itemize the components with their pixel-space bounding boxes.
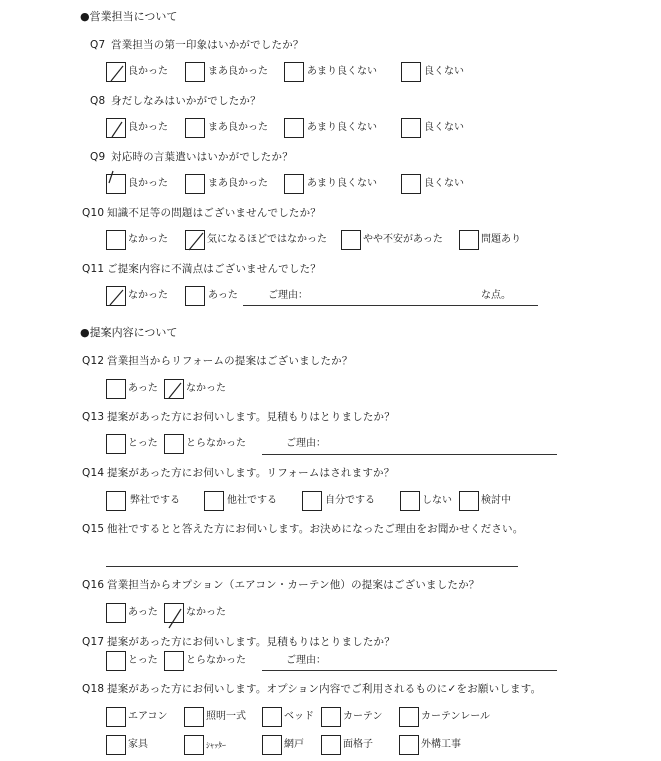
q7-option-1-checkbox[interactable] [106,62,126,82]
q17-reason-label: ご理由： [286,655,326,666]
q17-option-2-label: とらなかった [186,655,246,666]
q9-option-3-checkbox[interactable] [284,174,304,194]
q10-label: Q10 [82,207,105,219]
q13-option-1-label: とった [128,438,158,449]
q16-option-1-label: あった [128,607,158,618]
q9-option-1-label: 良かった [128,178,168,189]
q9-option-2-checkbox[interactable] [185,174,205,194]
check-mark-icon [107,119,127,139]
q7-option-3-label: あまり良くない [307,66,377,77]
q14-option-3-label: 自分でする [325,495,375,506]
q10-option-1-label: なかった [128,234,168,245]
q10-option-3-label: やや不安があった [363,234,443,245]
q16-label: Q16 [82,579,105,591]
q17-option-1-label: とった [128,655,158,666]
q14-option-2-label: 他社でする [227,495,277,506]
q18-option-bed-label: ベッド [284,711,314,722]
q16-question: 営業担当からオプション（エアコン・カーテン他）の提案はございましたか？ [107,579,480,591]
q7-option-2-label: まあ良かった [208,66,268,77]
q18-option-shutter-label: ｼｬｯﾀｰ [206,741,226,750]
q18-option-curtain-label: カーテン [343,711,383,722]
q15-label: Q15 [82,523,105,535]
q16-option-1-checkbox[interactable] [106,603,126,623]
q8-option-1-label: 良かった [128,122,168,133]
q9-question: 対応時の言葉遣いはいかがでしたか？ [111,151,293,163]
q14-option-5-label: 検討中 [481,495,511,506]
check-mark-icon [165,604,185,624]
q7-option-3-checkbox[interactable] [284,62,304,82]
q18-option-screen-door-label: 網戸 [284,739,304,750]
q17-label: Q17 [82,636,105,648]
q13-label: Q13 [82,411,105,423]
q12-option-2-label: なかった [186,383,226,394]
q14-option-4-checkbox[interactable] [400,491,420,511]
q13-reason-input-line[interactable] [262,454,557,455]
q12-question: 営業担当からリフォームの提案はございましたか？ [107,355,353,367]
q17-option-1-checkbox[interactable] [106,651,126,671]
q14-option-5-checkbox[interactable] [459,491,479,511]
q7-option-1-label: 良かった [128,66,168,77]
q10-option-2-label: 気になるほどではなかった [207,234,327,245]
check-mark-icon [165,380,185,400]
q8-option-1-checkbox[interactable] [106,118,126,138]
q10-option-4-label: 問題あり [481,234,521,245]
q14-label: Q14 [82,467,105,479]
q7-option-4-checkbox[interactable] [401,62,421,82]
q16-option-2-checkbox[interactable] [164,603,184,623]
q18-option-exterior-work-label: 外構工事 [421,739,461,750]
q8-option-4-checkbox[interactable] [401,118,421,138]
q8-option-4-label: 良くない [424,122,464,133]
q12-option-1-checkbox[interactable] [106,379,126,399]
q18-option-furniture-checkbox[interactable] [106,735,126,755]
q11-question: ご提案内容に不満点はございませんでした？ [107,263,321,275]
q12-label: Q12 [82,355,105,367]
q9-option-4-checkbox[interactable] [401,174,421,194]
q10-question: 知識不足等の問題はございませんでしたか？ [107,207,321,219]
q17-option-2-checkbox[interactable] [164,651,184,671]
q9-option-3-label: あまり良くない [307,178,377,189]
q18-option-exterior-work-checkbox[interactable] [399,735,419,755]
check-mark-icon [186,231,206,251]
q11-option-1-label: なかった [128,290,168,301]
q11-label: Q11 [82,263,105,275]
q18-option-curtain-rail-checkbox[interactable] [399,707,419,727]
q9-label: Q9 [90,151,106,163]
q8-option-2-checkbox[interactable] [185,118,205,138]
q15-question: 他社でするとと答えた方にお伺いします。お決めになったご理由をお聞かせください。 [107,523,524,535]
q17-reason-input-line[interactable] [262,670,557,671]
q13-option-1-checkbox[interactable] [106,434,126,454]
q11-option-1-checkbox[interactable] [106,286,126,306]
q14-option-1-checkbox[interactable] [106,491,126,511]
q10-option-4-checkbox[interactable] [459,230,479,250]
check-mark-icon [107,63,127,83]
section-title-proposal: ●提案内容について [80,326,178,339]
q18-option-lighting-checkbox[interactable] [184,707,204,727]
q8-question: 身だしなみはいかがでしたか？ [111,95,261,107]
check-mark-icon [107,175,127,195]
q12-option-1-label: あった [128,383,158,394]
q11-reason-input-line[interactable] [243,305,538,306]
q7-option-2-checkbox[interactable] [185,62,205,82]
q16-option-2-label: なかった [186,607,226,618]
section-title-sales: ●営業担当について [80,10,178,23]
q14-question: 提案があった方にお伺いします。リフォームはされますか？ [107,467,395,479]
q14-option-2-checkbox[interactable] [204,491,224,511]
q11-option-2-checkbox[interactable] [185,286,205,306]
q18-option-shutter-checkbox[interactable] [184,735,204,755]
q10-option-3-checkbox[interactable] [341,230,361,250]
q12-option-2-checkbox[interactable] [164,379,184,399]
q7-label: Q7 [90,39,106,51]
q14-option-4-label: しない [422,495,452,506]
q9-option-2-label: まあ良かった [208,178,268,189]
q18-option-window-grille-checkbox[interactable] [321,735,341,755]
q18-option-lighting-label: 照明一式 [206,711,246,722]
q13-question: 提案があった方にお伺いします。見積もりはとりましたか？ [107,411,395,423]
q14-option-1-label: 弊社でする [130,495,180,506]
q13-reason-label: ご理由： [286,438,326,449]
q18-option-aircon-checkbox[interactable] [106,707,126,727]
q18-option-window-grille-label: 面格子 [343,739,373,750]
q8-option-3-checkbox[interactable] [284,118,304,138]
q18-option-aircon-label: エアコン [128,711,168,722]
q18-option-bed-checkbox[interactable] [262,707,282,727]
q9-option-4-label: 良くない [424,178,464,189]
q13-option-2-label: とらなかった [186,438,246,449]
q11-reason-label: ご理由： [268,290,308,301]
q18-option-curtain-checkbox[interactable] [321,707,341,727]
q14-option-3-checkbox[interactable] [302,491,322,511]
q8-option-2-label: まあ良かった [208,122,268,133]
q18-option-curtain-rail-label: カーテンレール [421,711,491,722]
q18-option-screen-door-checkbox[interactable] [262,735,282,755]
q18-label: Q18 [82,683,105,695]
q15-answer-input-line[interactable] [106,566,518,567]
q18-question: 提案があった方にお伺いします。オプション内容でご利用されるものに✓をお願いします。 [107,683,542,695]
q11-option-2-label: あった [208,290,238,301]
q10-option-1-checkbox[interactable] [106,230,126,250]
q11-reason-value: な点。 [481,290,511,301]
q13-option-2-checkbox[interactable] [164,434,184,454]
q10-option-2-checkbox[interactable] [185,230,205,250]
q9-option-1-checkbox[interactable] [106,174,126,194]
check-mark-icon [107,287,127,307]
q7-option-4-label: 良くない [424,66,464,77]
q8-option-3-label: あまり良くない [307,122,377,133]
q17-question: 提案があった方にお伺いします。見積もりはとりましたか？ [107,636,395,648]
q18-option-furniture-label: 家具 [128,739,148,750]
q7-question: 営業担当の第一印象はいかがでしたか？ [111,39,304,51]
q8-label: Q8 [90,95,106,107]
